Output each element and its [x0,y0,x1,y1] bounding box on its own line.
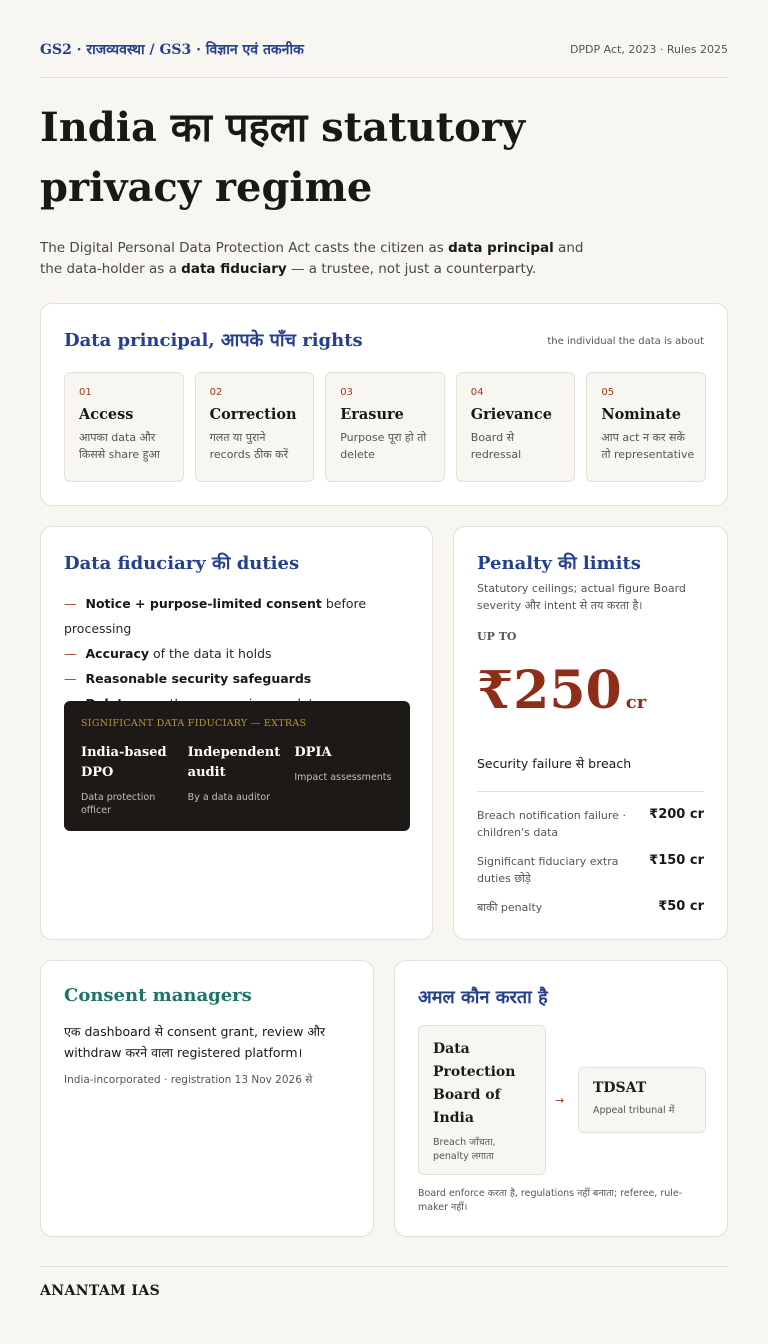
enforcement-footnote: Board enforce करता है, regulations नहीं बनाता; referee, rule-maker नहीं। [418,1188,683,1213]
right-grievance [456,372,576,482]
lede-text: The Digital Personal Data Protection Act casts the citizen as [40,240,449,256]
enforcement-card [394,960,728,1237]
appeal-desc: Appeal tribunal में [593,1105,675,1116]
right-access [64,372,184,482]
sdf-item-title: Independent audit [187,745,281,780]
penalty-row-label: Breach notification failure · children's data [477,809,626,839]
penalty-row [477,899,704,916]
right-desc: गलत या पुराने records ठीक करें [209,431,289,461]
divider [477,791,704,792]
appeal-name: TDSAT [593,1080,647,1096]
right-name: Grievance [470,406,552,423]
max-penalty [477,660,646,721]
max-penalty-amount: ₹250 [477,660,622,721]
duty-rest: of the data it holds [149,646,272,661]
sdf-item [81,743,188,817]
consent-heading: Consent managers [64,985,252,1006]
right-nominate [586,372,706,482]
list-item [64,641,414,666]
right-number: 01 [79,387,92,398]
sdf-item-title: India-based DPO [81,745,167,780]
penalty-row-value: ₹200 cr [649,807,704,822]
sdf-item-desc: By a data auditor [187,792,271,803]
right-desc: आप act न कर सकें तो representative [601,431,695,461]
sdf-item-desc: Data protection officer [81,792,156,816]
sdf-item [188,743,295,817]
page-title [40,98,730,218]
dash-bullet-icon: — [64,646,77,661]
list-item [64,591,414,641]
right-correction [195,372,315,482]
max-penalty-unit: cr [625,692,647,713]
penalty-row [477,853,704,887]
intro-paragraph [40,238,600,280]
source-note: DPDP Act, 2023 · Rules 2025 [569,43,728,56]
right-number: 05 [601,387,615,398]
consent-desc: एक dashboard से consent grant, review और withdraw करने वाला registered platform। [64,1024,326,1060]
title-line-1: India का पहला statutory [40,104,526,151]
duty-rest: before processing [64,596,367,636]
enforcement-heading: अमल कौन करता है [418,987,548,1008]
list-item [64,666,414,691]
sdf-columns [81,743,401,817]
dash-bullet-icon: — [64,671,77,686]
duty-key: Reasonable security safeguards [85,671,312,686]
sdf-caption: SIGNIFICANT DATA FIDUCIARY — EXTRAS [81,718,307,729]
right-desc: Purpose पूरा हो तो delete [340,431,427,461]
right-name: Correction [209,406,297,423]
lede-text: — a trustee, not just a counterparty. [286,261,537,277]
duties-heading: Data fiduciary की duties [64,553,300,574]
penalty-heading: Penalty की limits [477,553,641,574]
top-bar [40,40,728,78]
board-desc: Breach जाँचता, penalty लगाता [433,1137,496,1162]
sdf-item-desc: Impact assessments [294,772,392,783]
rights-side-note: the individual the data is about [547,336,704,347]
duty-key: Accuracy [85,646,150,661]
footer [40,1266,728,1299]
lede-term-principal: data principal [448,240,554,256]
penalty-row-label: बाकी penalty [477,901,543,914]
dash-bullet-icon: — [64,596,77,611]
duties-card [40,526,433,940]
right-number: 02 [209,387,223,398]
max-penalty-label: Security failure से breach [477,756,632,771]
consent-card [40,960,374,1237]
board-name: Data Protection Board of India [433,1041,516,1126]
right-number: 03 [340,387,353,398]
right-name: Erasure [340,406,404,423]
arrow-right-icon: → [555,1094,565,1107]
right-desc: Board से redressal [470,431,522,461]
lede-term-fiduciary: data fiduciary [181,261,287,277]
rights-heading: Data principal, आपके पाँच rights [64,330,363,351]
lede-text: and the data-holder as a [40,240,584,277]
up-to-label: UP TO [477,630,517,643]
right-name: Nominate [601,406,682,423]
right-name: Access [79,406,134,423]
right-number: 04 [470,387,484,398]
appeal-box [578,1067,706,1133]
brand-name: ANANTAM IAS [40,1283,161,1299]
syllabus-tag: GS2 · राजव्यवस्था / GS3 · विज्ञान एवं तकनीक [40,42,304,58]
penalty-note: Statutory ceilings; actual figure Board severity और intent से तय करता है। [477,582,686,612]
board-box [418,1025,546,1175]
rights-card [40,303,728,506]
sdf-item [294,743,401,817]
sdf-item-title: DPIA [294,745,332,760]
penalty-row-label: Significant fiduciary extra duties छोड़े [477,855,619,885]
right-erasure [325,372,445,482]
significant-fiduciary-box [64,701,410,831]
rights-grid [64,372,706,482]
duty-key: Notice + purpose-limited consent [85,596,322,611]
penalty-row [477,807,704,841]
penalty-row-value: ₹150 cr [649,853,704,868]
penalty-card [453,526,728,940]
right-desc: आपका data और किससे share हुआ [79,431,160,461]
consent-meta: India-incorporated · registration 13 Nov 2026 से [64,1074,313,1086]
penalty-row-value: ₹50 cr [658,899,704,914]
title-line-2: privacy regime [40,164,373,211]
duties-list [64,591,414,716]
